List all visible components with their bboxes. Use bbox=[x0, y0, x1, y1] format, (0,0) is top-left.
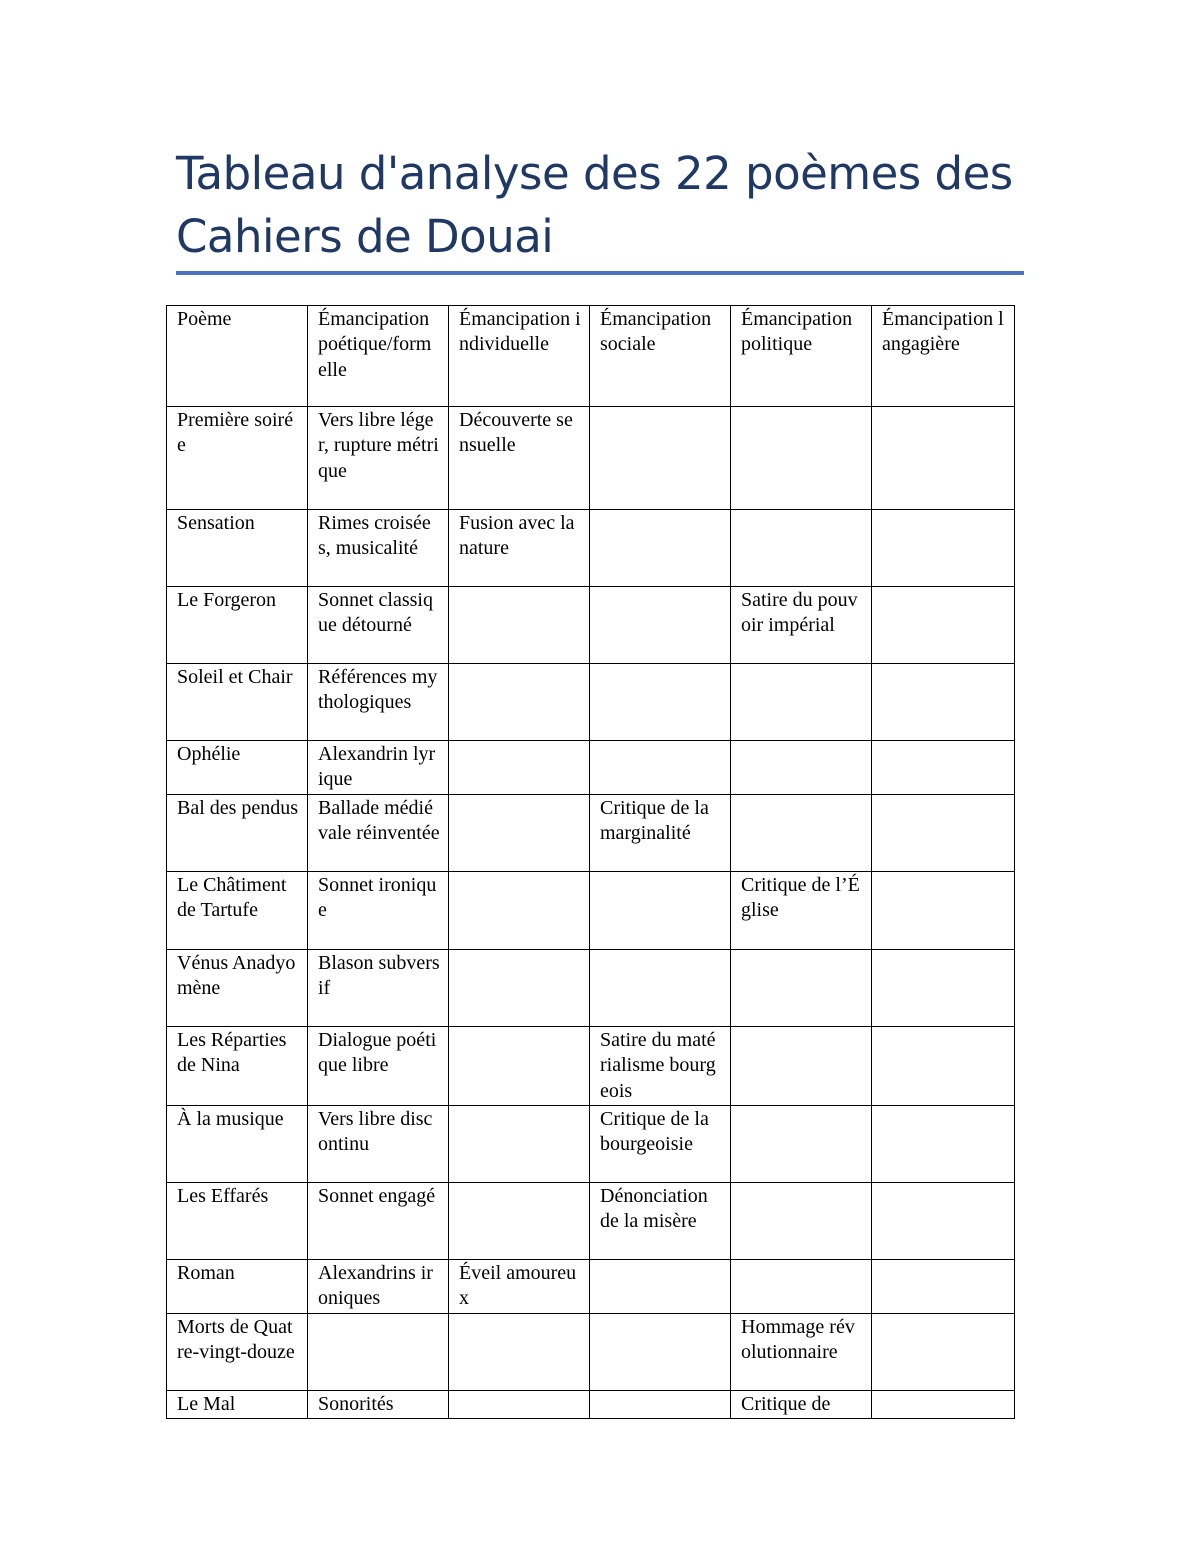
cell-poetique: Vers libre discontinu bbox=[308, 1106, 449, 1183]
cell-langagiere bbox=[872, 1313, 1015, 1390]
cell-poem: Le Mal bbox=[167, 1390, 308, 1418]
cell-poetique: Sonnet classique détourné bbox=[308, 587, 449, 664]
cell-sociale bbox=[590, 741, 731, 795]
cell-langagiere bbox=[872, 1106, 1015, 1183]
cell-individuelle: Fusion avec la nature bbox=[449, 510, 590, 587]
cell-poetique: Vers libre léger, rupture métrique bbox=[308, 407, 449, 510]
table-row bbox=[167, 1026, 1015, 1105]
cell-poem: Le Châtiment de Tartufe bbox=[167, 871, 308, 949]
header-poeme: Poème bbox=[167, 306, 308, 407]
cell-politique bbox=[731, 1260, 872, 1314]
cell-poetique: Sonnet ironique bbox=[308, 871, 449, 949]
cell-individuelle bbox=[449, 871, 590, 949]
cell-poem: Roman bbox=[167, 1260, 308, 1314]
table-row bbox=[167, 794, 1015, 871]
cell-poem: Bal des pendus bbox=[167, 794, 308, 871]
cell-langagiere bbox=[872, 1026, 1015, 1105]
cell-politique: Satire du pouvoir impérial bbox=[731, 587, 872, 664]
cell-poem: Le Forgeron bbox=[167, 587, 308, 664]
cell-sociale: Critique de la bourgeoisie bbox=[590, 1106, 731, 1183]
cell-politique bbox=[731, 510, 872, 587]
table-row bbox=[167, 949, 1015, 1026]
header-row bbox=[167, 306, 1015, 407]
cell-poetique: Dialogue poétique libre bbox=[308, 1026, 449, 1105]
cell-poetique: Blason subversif bbox=[308, 949, 449, 1026]
title-line-1: Tableau d'analyse des 22 poèmes des bbox=[176, 147, 1013, 200]
cell-poem: Ophélie bbox=[167, 741, 308, 795]
cell-poem: Vénus Anadyomène bbox=[167, 949, 308, 1026]
cell-poem: Morts de Quatre-vingt-douze bbox=[167, 1313, 308, 1390]
cell-poetique bbox=[308, 1313, 449, 1390]
table-row bbox=[167, 407, 1015, 510]
cell-individuelle bbox=[449, 1183, 590, 1260]
cell-politique: Critique de l’Église bbox=[731, 871, 872, 949]
cell-individuelle bbox=[449, 1313, 590, 1390]
cell-langagiere bbox=[872, 794, 1015, 871]
analysis-table bbox=[166, 305, 1015, 1419]
table-row bbox=[167, 871, 1015, 949]
cell-langagiere bbox=[872, 587, 1015, 664]
cell-individuelle: Éveil amoureux bbox=[449, 1260, 590, 1314]
cell-politique bbox=[731, 741, 872, 795]
cell-langagiere bbox=[872, 510, 1015, 587]
cell-sociale: Dénonciation de la misère bbox=[590, 1183, 731, 1260]
cell-individuelle bbox=[449, 949, 590, 1026]
cell-langagiere bbox=[872, 1183, 1015, 1260]
cell-politique bbox=[731, 407, 872, 510]
table-row bbox=[167, 1183, 1015, 1260]
cell-politique bbox=[731, 1026, 872, 1105]
cell-poem: Première soirée bbox=[167, 407, 308, 510]
cell-politique bbox=[731, 794, 872, 871]
table-row bbox=[167, 1390, 1015, 1418]
table-row bbox=[167, 1260, 1015, 1314]
header-emancipation-politique: Émancipation politique bbox=[731, 306, 872, 407]
cell-sociale bbox=[590, 1260, 731, 1314]
cell-individuelle bbox=[449, 1106, 590, 1183]
cell-langagiere bbox=[872, 664, 1015, 741]
table-body bbox=[167, 407, 1015, 1419]
cell-langagiere bbox=[872, 741, 1015, 795]
cell-individuelle bbox=[449, 664, 590, 741]
cell-poetique: Alexandrin lyrique bbox=[308, 741, 449, 795]
cell-sociale bbox=[590, 664, 731, 741]
cell-sociale bbox=[590, 587, 731, 664]
cell-individuelle bbox=[449, 1026, 590, 1105]
cell-poem: Les Réparties de Nina bbox=[167, 1026, 308, 1105]
cell-langagiere bbox=[872, 1390, 1015, 1418]
cell-langagiere bbox=[872, 949, 1015, 1026]
cell-langagiere bbox=[872, 1260, 1015, 1314]
table-row bbox=[167, 510, 1015, 587]
header-emancipation-langagiere: Émancipation langagière bbox=[872, 306, 1015, 407]
cell-sociale bbox=[590, 510, 731, 587]
cell-politique: Hommage révolutionnaire bbox=[731, 1313, 872, 1390]
table-header bbox=[167, 306, 1015, 407]
table-row bbox=[167, 741, 1015, 795]
cell-politique bbox=[731, 1106, 872, 1183]
cell-poetique: Sonnet engagé bbox=[308, 1183, 449, 1260]
cell-individuelle bbox=[449, 741, 590, 795]
cell-poem: Les Effarés bbox=[167, 1183, 308, 1260]
cell-individuelle bbox=[449, 587, 590, 664]
cell-politique bbox=[731, 1183, 872, 1260]
cell-poetique: Ballade médiévale réinventée bbox=[308, 794, 449, 871]
cell-poem: À la musique bbox=[167, 1106, 308, 1183]
cell-langagiere bbox=[872, 871, 1015, 949]
header-emancipation-sociale: Émancipation sociale bbox=[590, 306, 731, 407]
table-row bbox=[167, 1106, 1015, 1183]
cell-politique: Critique de bbox=[731, 1390, 872, 1418]
header-emancipation-individuelle: Émancipation individuelle bbox=[449, 306, 590, 407]
cell-sociale: Critique de la marginalité bbox=[590, 794, 731, 871]
cell-politique bbox=[731, 949, 872, 1026]
cell-individuelle: Découverte sensuelle bbox=[449, 407, 590, 510]
cell-sociale bbox=[590, 949, 731, 1026]
cell-poem: Sensation bbox=[167, 510, 308, 587]
cell-poetique: Références mythologiques bbox=[308, 664, 449, 741]
title-underline bbox=[176, 271, 1024, 275]
cell-sociale bbox=[590, 1313, 731, 1390]
table-row bbox=[167, 587, 1015, 664]
cell-poetique: Sonorités bbox=[308, 1390, 449, 1418]
table-row bbox=[167, 664, 1015, 741]
cell-sociale: Satire du matérialisme bourgeois bbox=[590, 1026, 731, 1105]
document-title bbox=[176, 142, 1024, 268]
cell-poetique: Rimes croisées, musicalité bbox=[308, 510, 449, 587]
cell-sociale bbox=[590, 407, 731, 510]
cell-individuelle bbox=[449, 1390, 590, 1418]
cell-poem: Soleil et Chair bbox=[167, 664, 308, 741]
cell-individuelle bbox=[449, 794, 590, 871]
table-row bbox=[167, 1313, 1015, 1390]
header-emancipation-poetique: Émancipation poétique/formelle bbox=[308, 306, 449, 407]
cell-politique bbox=[731, 664, 872, 741]
cell-langagiere bbox=[872, 407, 1015, 510]
cell-sociale bbox=[590, 871, 731, 949]
cell-sociale bbox=[590, 1390, 731, 1418]
cell-poetique: Alexandrins ironiques bbox=[308, 1260, 449, 1314]
title-line-2: Cahiers de Douai bbox=[176, 210, 554, 263]
